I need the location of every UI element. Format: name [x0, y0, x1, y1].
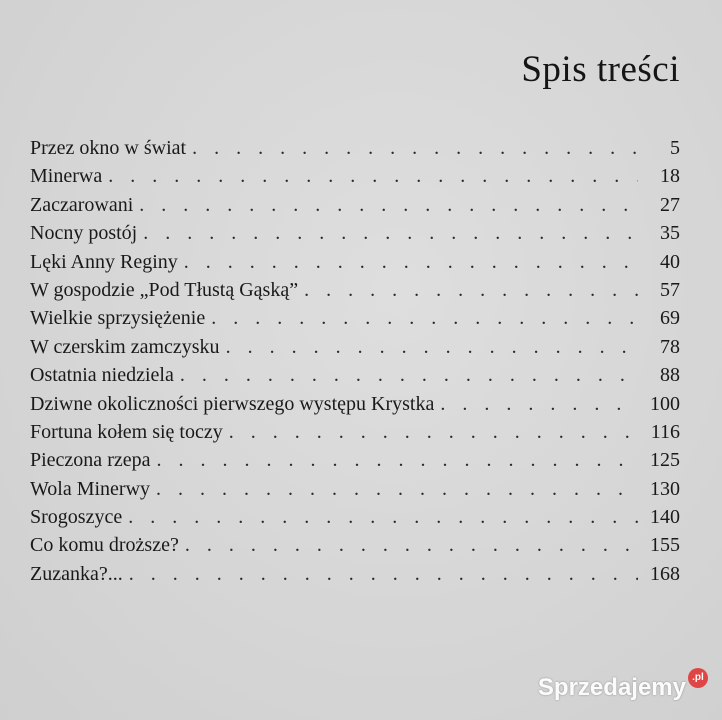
toc-entry-title: W czerskim zamczysku: [30, 335, 220, 358]
toc-entry: [30, 191, 680, 219]
dot-leader: [229, 418, 638, 446]
dot-leader: [156, 446, 638, 474]
toc-entry-title: Minerwa: [30, 165, 103, 188]
toc-entry-title: Dziwne okoliczności pierwszego występu Krystka: [30, 392, 435, 415]
page-title: Spis treści: [521, 49, 680, 90]
dot-leader: [129, 560, 638, 588]
toc-entry: [30, 418, 680, 446]
toc-entry: [30, 560, 680, 588]
toc-entry-page: 125: [650, 449, 680, 472]
toc-entry-page: 5: [670, 137, 680, 159]
dot-leader: [128, 503, 638, 531]
dot-leader: [226, 333, 638, 361]
toc-entry-title: Zaczarowani: [30, 193, 134, 216]
dot-leader: [156, 475, 638, 503]
toc-entry: [30, 276, 680, 304]
toc-entry-title: Nocny postój: [30, 222, 138, 245]
toc-entry-page: 35: [660, 222, 680, 245]
toc-entry: [30, 248, 680, 276]
toc-entry: [30, 333, 680, 361]
dot-leader: [139, 191, 638, 219]
toc-entry: [30, 531, 680, 559]
toc-entry: [30, 134, 680, 162]
toc-entry-page: 155: [650, 534, 680, 557]
toc-entry-page: 88: [660, 364, 680, 387]
dot-leader: [211, 304, 638, 332]
sprzedajemy-watermark: [538, 674, 708, 702]
toc-entry-page: 69: [660, 307, 680, 330]
toc-entry-title: Srogoszyce: [30, 506, 123, 529]
toc-entry-title: Zuzanka?...: [30, 562, 123, 585]
toc-entry-page: 40: [660, 250, 680, 273]
toc-entry: [30, 475, 680, 503]
toc-entry-title: Co komu droższe?: [30, 534, 179, 557]
toc-entry-page: 130: [650, 477, 680, 500]
table-of-contents: [30, 134, 680, 588]
toc-entry-page: 116: [650, 420, 680, 443]
toc-entry-title: Ostatnia niedziela: [30, 364, 174, 387]
toc-entry-page: 78: [660, 335, 680, 358]
toc-entry: [30, 219, 680, 247]
dot-leader: [440, 390, 638, 418]
toc-entry-title: Pieczona rzepa: [30, 449, 151, 472]
toc-entry: [30, 162, 680, 190]
toc-entry-title: Lęki Anny Reginy: [30, 250, 178, 273]
dot-leader: [184, 248, 638, 276]
toc-entry-title: Wola Minerwy: [30, 477, 151, 500]
toc-entry-title: Fortuna kołem się toczy: [30, 420, 223, 443]
toc-entry: [30, 361, 680, 389]
dot-leader: [180, 361, 638, 389]
toc-entry-title: Wielkie sprzysiężenie: [30, 307, 206, 330]
toc-entry-title: W gospodzie „Pod Tłustą Gąską”: [30, 278, 299, 301]
watermark-badge: .pl: [688, 668, 708, 688]
toc-entry-page: 18: [660, 165, 680, 188]
toc-entry-page: 100: [650, 392, 680, 415]
toc-entry: [30, 503, 680, 531]
toc-entry: [30, 446, 680, 474]
toc-entry-page: 168: [650, 562, 680, 585]
watermark-text: Sprzedajemy: [537, 674, 686, 701]
dot-leader: [304, 276, 638, 304]
toc-entry-title: Przez okno w świat: [30, 137, 187, 159]
toc-entry-page: 57: [660, 278, 680, 301]
dot-leader: [143, 219, 638, 247]
dot-leader: [192, 134, 638, 162]
toc-entry: [30, 304, 680, 332]
dot-leader: [185, 531, 638, 559]
toc-entry-page: 140: [650, 506, 680, 529]
dot-leader: [108, 162, 638, 190]
toc-entry-page: 27: [660, 193, 680, 216]
toc-entry: [30, 390, 680, 418]
